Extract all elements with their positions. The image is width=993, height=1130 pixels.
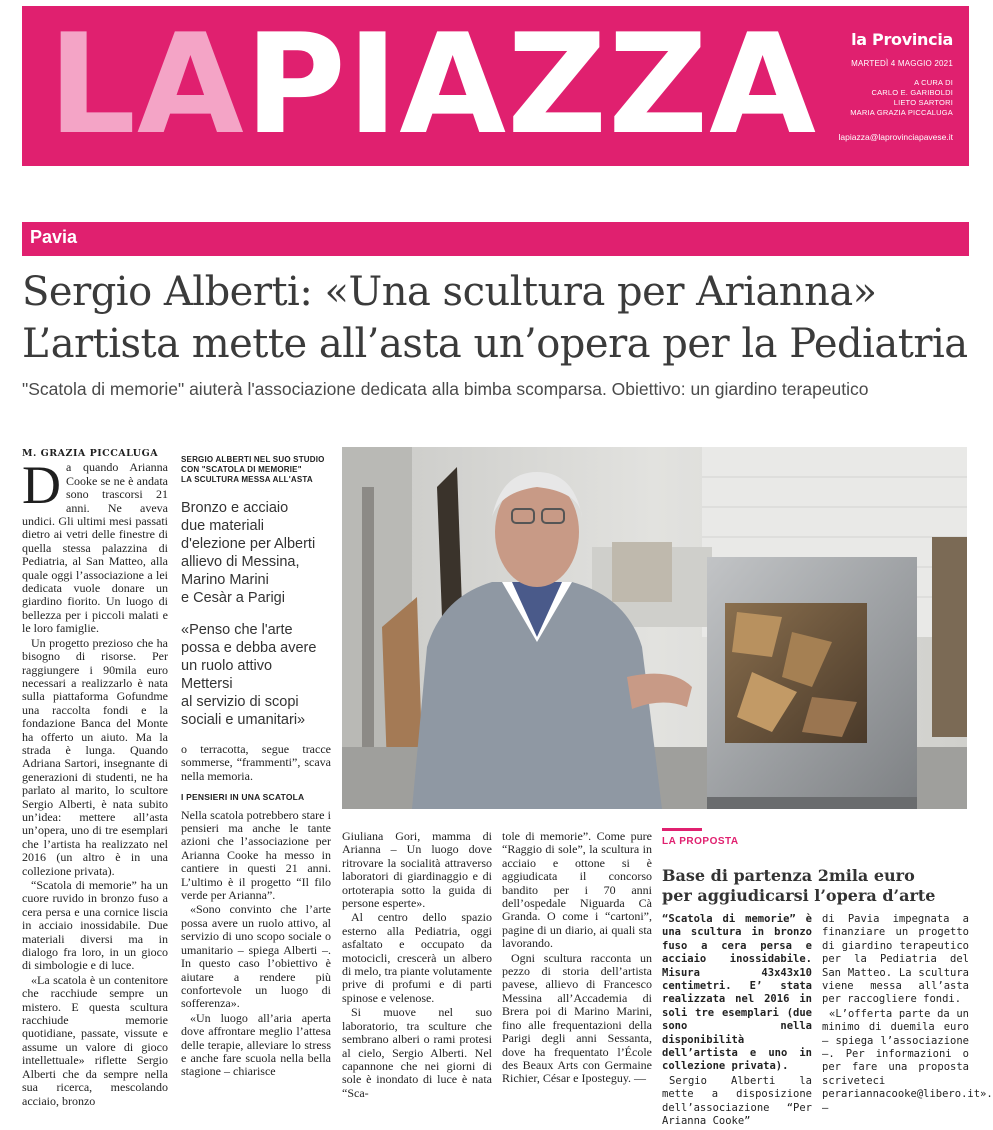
editor-name: MARIA GRAZIA PICCALUGA xyxy=(850,108,953,117)
paragraph: “Scatola di memorie” ha un cuore ruvido in bronzo fuso a cera persa e una cornice liscia in acciaio inossidabile. Due materiali diversi ma in dialogo fra loro, in un gioco di simbologie e di luce. xyxy=(22,878,168,973)
dropcap: D xyxy=(22,455,61,516)
article-column-1 xyxy=(22,447,168,1109)
section-bar xyxy=(22,222,969,256)
paragraph: «Un luogo all’aria aperta dove affrontare meglio l’attesa delle terapie, alleviare lo stress e anche fare scuola nella bella stagione – chiarisce xyxy=(181,1010,331,1079)
sidebar-title: Base di partenza 2mila euro per aggiudicarsi l’opera d’arte xyxy=(662,866,936,905)
inner-subtitle: I PENSIERI IN UNA SCATOLA xyxy=(181,792,305,803)
masthead-info xyxy=(783,30,953,142)
byline: M. GRAZIA PICCALUGA xyxy=(22,448,159,459)
sidebar-label: LA PROPOSTA xyxy=(662,836,739,847)
paragraph: di Pavia impegnata a finanziare un progetto di giardino terapeutico per la Pediatria del San Matteo. La scultura viene messa all’asta per raccogliere fondi. xyxy=(822,913,969,1006)
editor-name: LIETO SARTORI xyxy=(893,98,953,107)
article-column-2 xyxy=(181,455,331,1080)
paragraph: o terracotta, segue tracce sommerse, “frammenti”, scava nella memoria. xyxy=(181,742,331,783)
headline-line-1: Sergio Alberti: «Una scultura per Arianna» xyxy=(22,269,877,315)
pull-quote-1: Bronzo e acciaio due materiali d'elezione per Alberti allievo di Messina, Marino Marini e Cesàr a Parigi xyxy=(181,500,316,606)
paragraph: Giuliana Gori, mamma di Arianna – Un luogo dove ritrovare la socialità attraverso laboratori di giardinaggio e di ortoterapia sotto la guida di persone esperte». xyxy=(342,829,492,911)
paragraph: Da quando Arianna Cooke se ne è andata sono trascorsi 21 anni. Ne aveva undici. Gli ultimi mesi passati dietro ai vetri delle finestre di quella stessa palazzina di Pediatria, al San Matteo, alla quale oggi l’associazione a lei dedicata vuole donare un giardino fiorito. Un luogo di bellezza per i piccoli malati e le loro famiglie. xyxy=(22,455,168,636)
contact-email[interactable]: lapiazza@laprovinciapavese.it xyxy=(838,132,953,142)
sidebar-accent-rule xyxy=(662,828,702,831)
paragraph: “Scatola di memorie” è una scultura in bronzo fuso a cera persa e acciaio inossidabile. Misura 43x43x10 centimetri. E’ stata realizzata nel 2016 in soli tre esemplari (due sono nella disponibilità dell’artista e uno in collezione privata). xyxy=(662,913,812,1073)
article-column-3 xyxy=(342,830,492,1101)
paragraph: Ogni scultura racconta un pezzo di storia dell’artista pavese, allievo di Francesco Messina all’Accademia di Brera poi di Marino Marini, fino alle frequentazioni della Parigi degli anni Sessanta, dove ha frequentato l’École des Beaux Arts con Germaine Richier, César e Iposteguy. — xyxy=(502,950,652,1086)
paragraph: Sergio Alberti la mette a disposizione dell’associazione “Per Arianna Cooke” xyxy=(662,1074,812,1128)
issue-date: MARTEDÌ 4 MAGGIO 2021 xyxy=(851,59,953,68)
masthead-title xyxy=(48,4,817,165)
headline-line-2: L’artista mette all’asta un’opera per la Pediatria xyxy=(22,321,968,367)
paragraph: Si muove nel suo laboratorio, tra sculture che sembrano alberi o rami protesi al cielo, Sergio Alberti. Nel capannone che nei giorni di sole è inondato di luce è nata “Sca- xyxy=(342,1005,492,1100)
section-label: Pavia xyxy=(30,227,78,247)
masthead xyxy=(22,6,969,166)
article-column-4 xyxy=(502,830,652,1087)
editors-block xyxy=(783,78,953,118)
paragraph: «La scatola è un contenitore che racchiude sempre un mistero. E questa scultura racchiude memorie quotidiane, passate, vissute e assume un valore di gioco intellettuale» riflette Sergio Alberti che da sempre nella sua ricerca, mescolando acciaio, bronzo xyxy=(22,972,168,1108)
sidebar-column-left xyxy=(662,913,812,1130)
photo-sculptor-with-sculpture xyxy=(342,447,967,809)
headline xyxy=(22,266,982,370)
paragraph: «L’offerta parte da un minimo di duemila euro – spiega l’associazione –. Per informazioni o per fare una proposta scriveteci perariannacooke@libero.it». — xyxy=(822,1007,993,1114)
photo-illustration xyxy=(342,447,967,809)
paragraph: Un progetto prezioso che ha bisogno di risorse. Per raggiungere i 90mila euro necessari a realizzarlo è nata sulla piattaforma Gofundme una raccolta fondi e la fondazione Banca del Monte ha offerto un aiuto. Ma la strada è lunga. Quando Adriana Sartori, insegnante di generazioni di studenti, ne ha parlato al marito, lo scultore Sergio Alberti, è nata subito un’idea: mettere all’asta un’opera, uno di tre esemplari che l’artista ha realizzato nel 2016 (un altro è in una collezione privata). xyxy=(22,635,168,878)
pull-quote-2: «Penso che l'arte possa e debba avere un ruolo attivo Mettersi al servizio di scopi sociali e umanitari» xyxy=(181,622,317,728)
paragraph: Nella scatola potrebbero stare i pensieri ma anche le tante azioni che l’associazione per Arianna Cooke ha messo in cantiere in questi 21 anni. L’ultimo è il progetto “Il filo verde per Arianna”. xyxy=(181,807,331,903)
sidebar-column-right xyxy=(822,913,993,1116)
paragraph: Al centro dello spazio esterno alla Pediatria, oggi asfaltato e occupato da motocicli, crescerà un albero di melo, tra piante volutamente prive di profumi e di parti spinose e velenose. xyxy=(342,910,492,1005)
newspaper-logo: la Provincia xyxy=(851,30,953,49)
editor-name: CARLO E. GARIBOLDI xyxy=(871,88,953,97)
photo-caption: SERGIO ALBERTI NEL SUO STUDIO CON "SCATOLA DI MEMORIE" LA SCULTURA MESSA ALL'ASTA xyxy=(181,455,325,484)
masthead-title-piazza: PIAZZA xyxy=(244,4,817,165)
cura-label: A CURA DI xyxy=(914,78,953,87)
subheadline: "Scatola di memorie" aiuterà l'associazione dedicata alla bimba scomparsa. Obiettivo: un giardino terapeutico xyxy=(22,379,869,399)
paragraph: «Sono convinto che l’arte possa avere un ruolo attivo, al servizio di uno scopo sociale o umanitario – spiega Alberti –. In questo caso l’obiettivo è aiutare a rendere più confortevole un luogo di sofferenza». xyxy=(181,902,331,1011)
paragraph: tole di memorie”. Come pure “Raggio di sole”, la scultura in acciaio e ottone si è aggiudicata il concorso bandito per i 70 anni dell’ospedale Niguarda Cà Granda. O come i “cartoni”, pagine di un diario, ai quali sta lavorando. xyxy=(502,829,652,951)
masthead-title-la: LA xyxy=(48,4,245,165)
